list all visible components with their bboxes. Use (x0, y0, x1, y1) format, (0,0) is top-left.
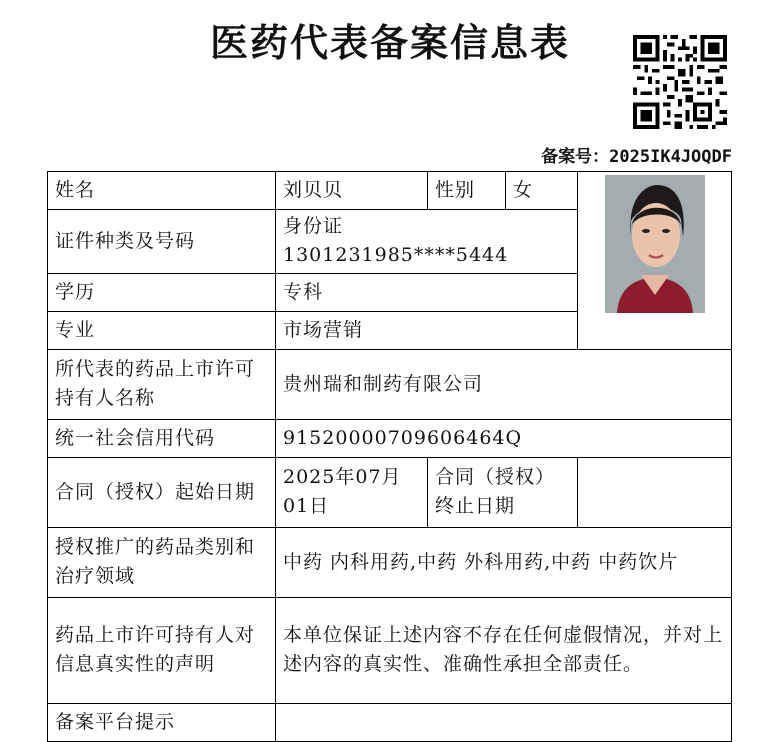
id-value: 身份证 1301231985****5444 (276, 210, 578, 274)
education-value: 专科 (276, 273, 578, 311)
platform-tip-label: 备案平台提示 (48, 703, 276, 741)
credit-code-label: 统一社会信用代码 (48, 419, 276, 457)
declaration-label: 药品上市许可持有人对信息真实性的声明 (48, 597, 276, 703)
contract-end-label: 合同（授权）终止日期 (428, 457, 578, 527)
filing-number-label: 备案号： (541, 147, 610, 167)
declaration-value: 本单位保证上述内容不存在任何虚假情况，并对上述内容的真实性、准确性承担全部责任。 (276, 597, 732, 703)
contract-start-label: 合同（授权）起始日期 (48, 457, 276, 527)
holder-label: 所代表的药品上市许可持有人名称 (48, 349, 276, 419)
info-table (47, 171, 732, 742)
major-label: 专业 (48, 311, 276, 349)
photo-cell (578, 172, 732, 350)
scope-label: 授权推广的药品类别和治疗领域 (48, 527, 276, 597)
education-label: 学历 (48, 273, 276, 311)
id-photo (605, 175, 705, 313)
contract-start-value: 2025年07月01日 (276, 457, 428, 527)
page-title: 医药代表备案信息表 (209, 21, 570, 65)
scope-value: 中药 内科用药,中药 外科用药,中药 中药饮片 (276, 527, 732, 597)
filing-number (541, 142, 732, 167)
filing-number-value: 2025IK4JOQDF (609, 147, 732, 167)
name-label: 姓名 (48, 172, 276, 210)
contract-end-value (578, 457, 732, 527)
id-label: 证件种类及号码 (48, 210, 276, 274)
platform-tip-value (276, 703, 732, 741)
gender-label: 性别 (428, 172, 506, 210)
qr-code (633, 35, 727, 129)
major-value: 市场营销 (276, 311, 578, 349)
gender-value: 女 (506, 172, 578, 210)
holder-value: 贵州瑞和制药有限公司 (276, 349, 732, 419)
credit-code-value: 91520000709606464Q (276, 419, 732, 457)
name-value: 刘贝贝 (276, 172, 428, 210)
